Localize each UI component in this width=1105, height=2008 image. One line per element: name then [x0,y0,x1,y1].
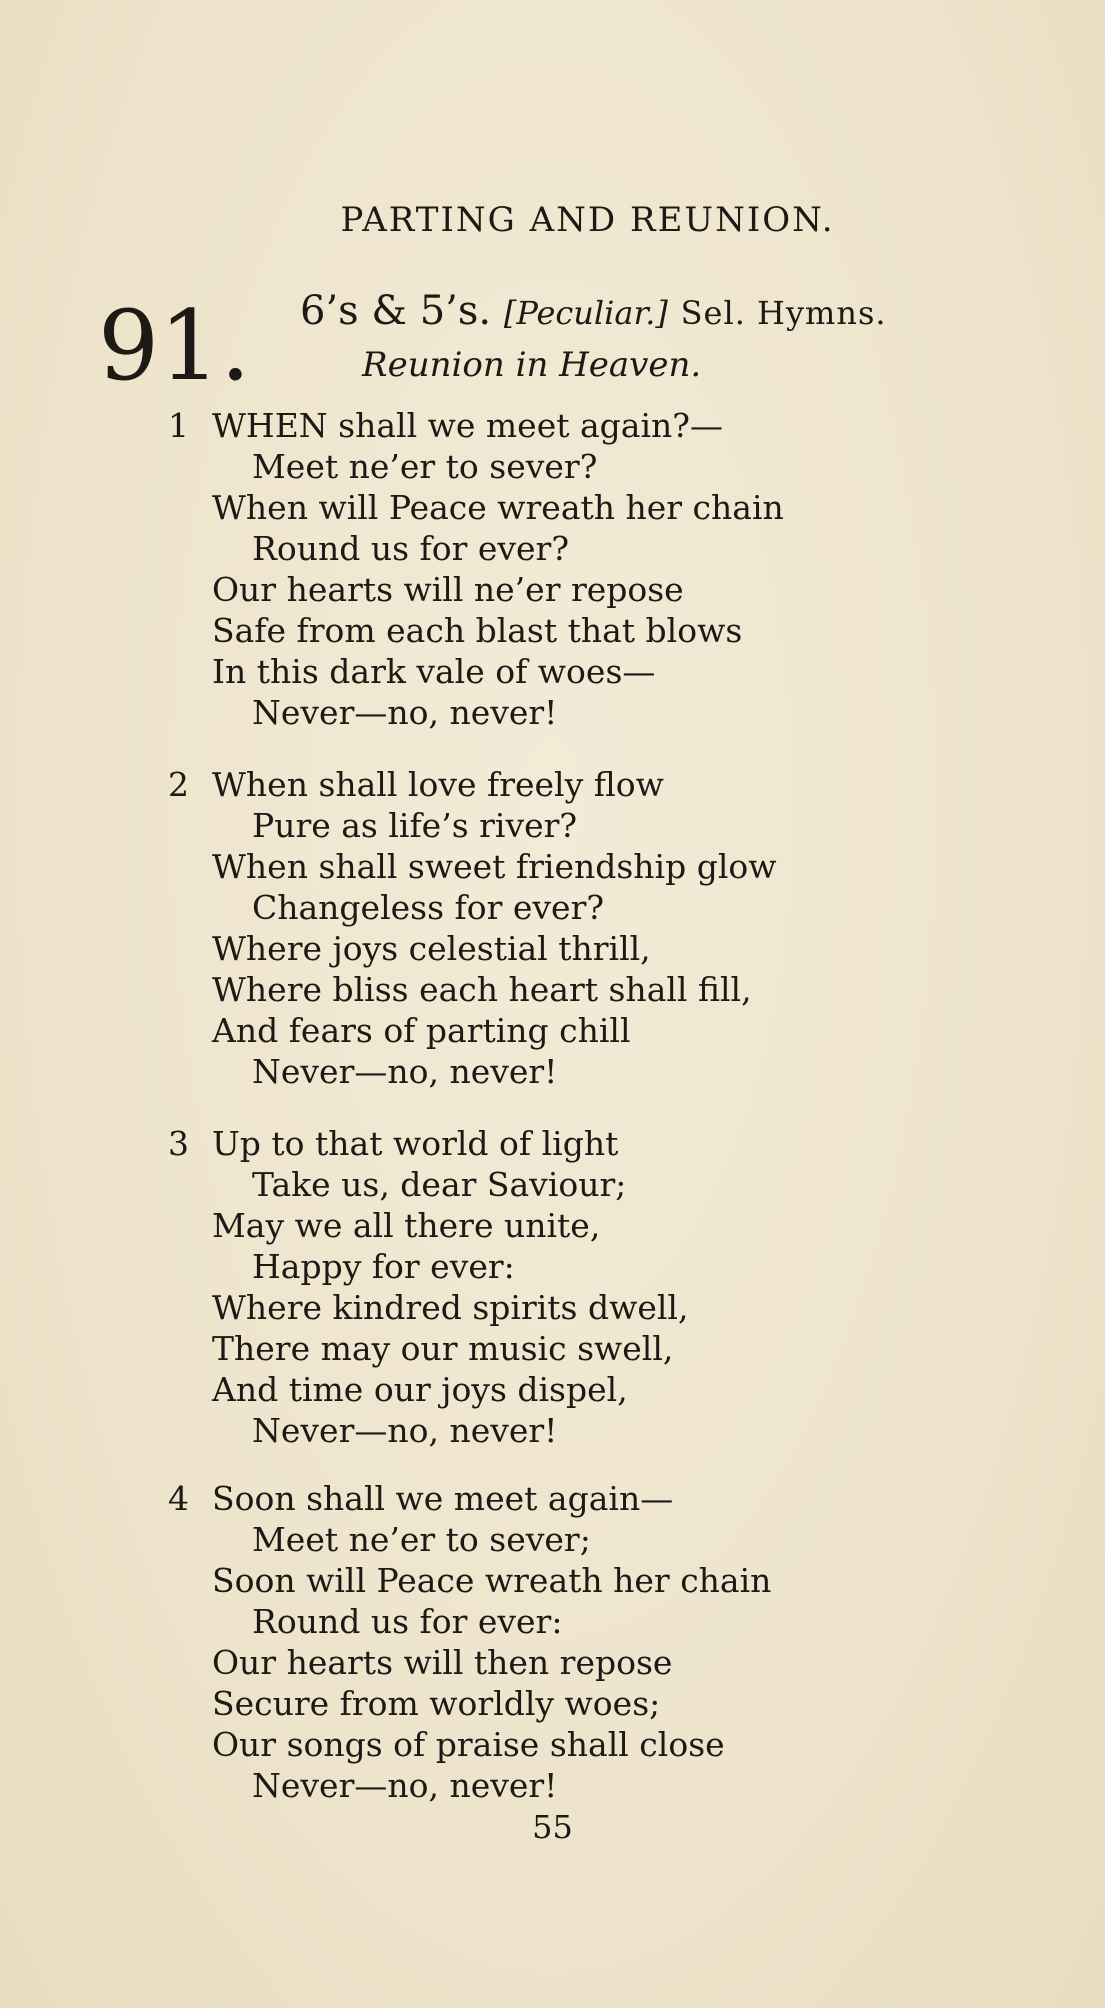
hymn-number: 91. [98,290,251,402]
stanza-line [168,764,968,805]
verse-line: And time our joys dispel, [212,1370,628,1409]
verse-line: In this dark vale of woes— [212,652,656,691]
verse-line: Where joys celestial thrill, [212,929,651,968]
stanza-line [168,405,968,446]
stanza-1 [168,405,968,733]
verse-line: Pure as life’s river? [252,806,578,845]
verse-line: There may our music swell, [212,1329,674,1368]
verse-line: Round us for ever? [252,529,570,568]
verse-line: Our songs of praise shall close [212,1725,725,1764]
hymn-peculiar: [Peculiar.] [503,294,668,332]
verse-line: Never—no, never! [252,1052,558,1091]
verse-line: Safe from each blast that blows [212,611,743,650]
stanza-number: 4 [168,1479,189,1518]
verse-line: Soon shall we meet again— [212,1479,674,1518]
running-head: PARTING AND REUNION. [340,200,835,240]
verse-line: Never—no, never! [252,1411,558,1450]
verse-line: Never—no, never! [252,693,558,732]
verse-line: Never—no, never! [252,1766,558,1805]
verse-line: Where bliss each heart shall fill, [212,970,752,1009]
verse-line: WHEN shall we meet again?— [212,406,723,445]
stanza-number: 1 [168,406,189,445]
verse-line: Where kindred spirits dwell, [212,1288,689,1327]
page-number: 55 [532,1808,573,1846]
verse-line: Take us, dear Saviour; [252,1165,627,1204]
verse-line: Changeless for ever? [252,888,605,927]
stanza-line [168,1478,968,1519]
verse-line: Our hearts will ne’er repose [212,570,684,609]
stanza-number: 3 [168,1124,189,1163]
verse-line: Up to that world of light [212,1124,619,1163]
verse-line: Secure from worldly woes; [212,1684,661,1723]
hymn-title: Reunion in Heaven. [362,345,702,385]
hymn-source: Sel. Hymns. [680,294,887,332]
verse-line: When shall love freely flow [212,765,664,804]
verse-line: When shall sweet friendship glow [212,847,777,886]
stanza-3 [168,1123,968,1451]
verse-line: Our hearts will then repose [212,1643,673,1682]
verse-line: And fears of parting chill [212,1011,631,1050]
verse-line: Meet ne’er to sever; [252,1520,591,1559]
verse-line: Soon will Peace wreath her chain [212,1561,772,1600]
hymn-meter: 6’s & 5’s. [300,288,492,334]
verse-line: When will Peace wreath her chain [212,488,784,527]
stanza-line [168,1123,968,1164]
verse-line: Round us for ever: [252,1602,563,1641]
verse-line: May we all there unite, [212,1206,601,1245]
stanza-2 [168,764,968,1092]
stanza-number: 2 [168,765,189,804]
meter-line [300,288,887,334]
verse-line: Meet ne’er to sever? [252,447,598,486]
stanza-4 [168,1478,968,1806]
verse-line: Happy for ever: [252,1247,515,1286]
